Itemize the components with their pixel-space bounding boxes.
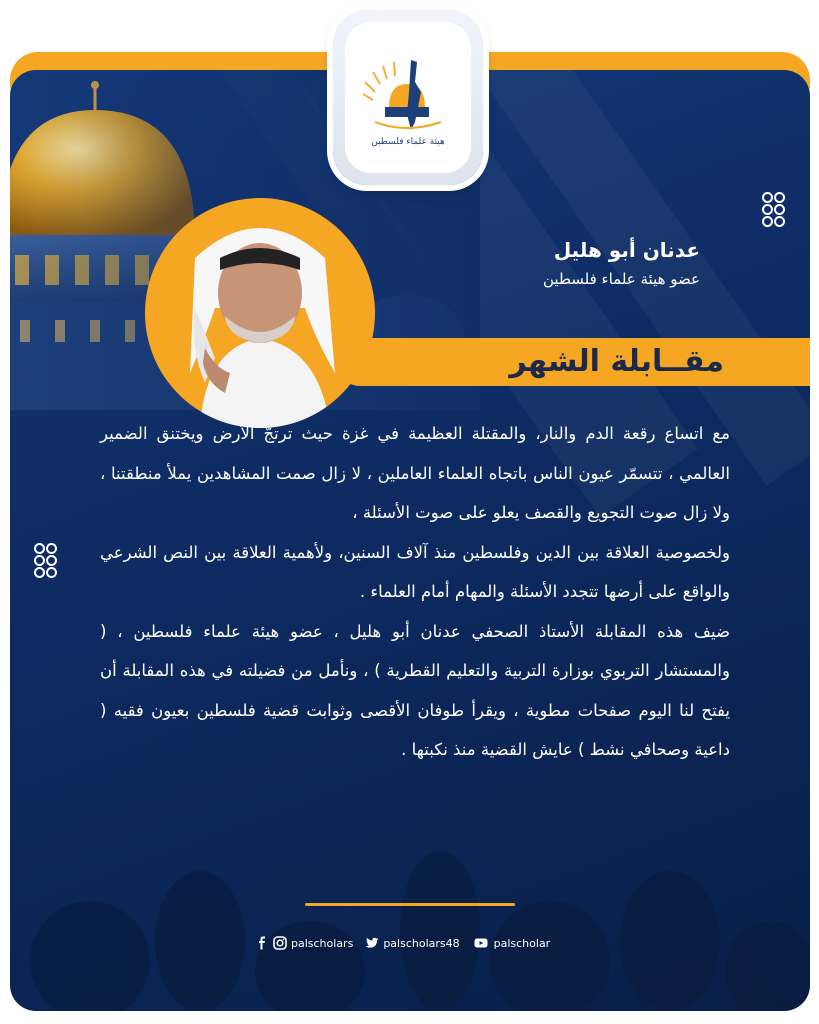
paragraph: ولخصوصية العلاقة بين الدين وفلسطين منذ آلاف السنين، ولأهمية العلاقة بين النص الشرعي والواقع على أرضها تتجدد الأسئلة والمهام أمام العلماء . <box>100 542 730 601</box>
social-facebook-instagram[interactable] <box>255 936 353 950</box>
logo <box>345 22 471 173</box>
twitter-icon <box>365 936 379 950</box>
article-body <box>100 414 730 770</box>
instagram-icon <box>273 936 287 950</box>
social-twitter[interactable] <box>365 936 459 950</box>
logo-frame <box>333 10 483 185</box>
facebook-icon <box>255 936 269 950</box>
decorative-dots-icon <box>762 192 786 228</box>
social-youtube[interactable] <box>472 936 551 950</box>
crowd-background-image <box>10 811 810 1011</box>
page-title: مقــابلة الشهر <box>509 344 724 379</box>
paragraph: مع اتساع رقعة الدم والنار، والمقتلة العظيمة في غزة حيث ترتجّ الأرض ويختنق الضمير العالمي ، تتسمّر عيون الناس باتجاه العلماء العاملين ، لا زال صمت المشاهدين يملأ منطقتنا ، ولا زال صوت التجويع والقصف يعلو على صوت الأسئلة ، <box>100 424 730 522</box>
paragraph: ضيف هذه المقابلة الأستاذ الصحفي عدنان أبو هليل ، عضو هيئة علماء فلسطين ، ( والمستشار التربوي بوزارة التربية والتعليم القطرية ) ، ونأمل من فضيلته في هذه المقابلة أن يفتح لنا اليوم صفحات مطوية ، ويقرأ طوفان الأقصى وثوابت قضية فلسطين بعيون فقيه ( داعية وصحافي نشط ) عايش القضية منذ نكبتها . <box>100 621 730 759</box>
social-footer <box>255 932 550 954</box>
divider <box>305 903 515 906</box>
guest-role: عضو هيئة علماء فلسطين <box>543 270 700 288</box>
youtube-icon <box>472 936 490 950</box>
facebook-instagram-handle: palscholars <box>291 936 354 950</box>
logo-caption: هيئة علماء فلسطين <box>371 137 445 147</box>
guest-name: عدنان أبو هليل <box>553 238 700 262</box>
title-banner <box>336 338 810 386</box>
youtube-handle: palscholar <box>493 936 551 950</box>
decorative-dots-icon <box>34 543 58 579</box>
palestine-scholars-logo-icon <box>345 22 471 173</box>
guest-portrait <box>145 198 375 428</box>
twitter-handle: palscholars48 <box>383 936 460 950</box>
